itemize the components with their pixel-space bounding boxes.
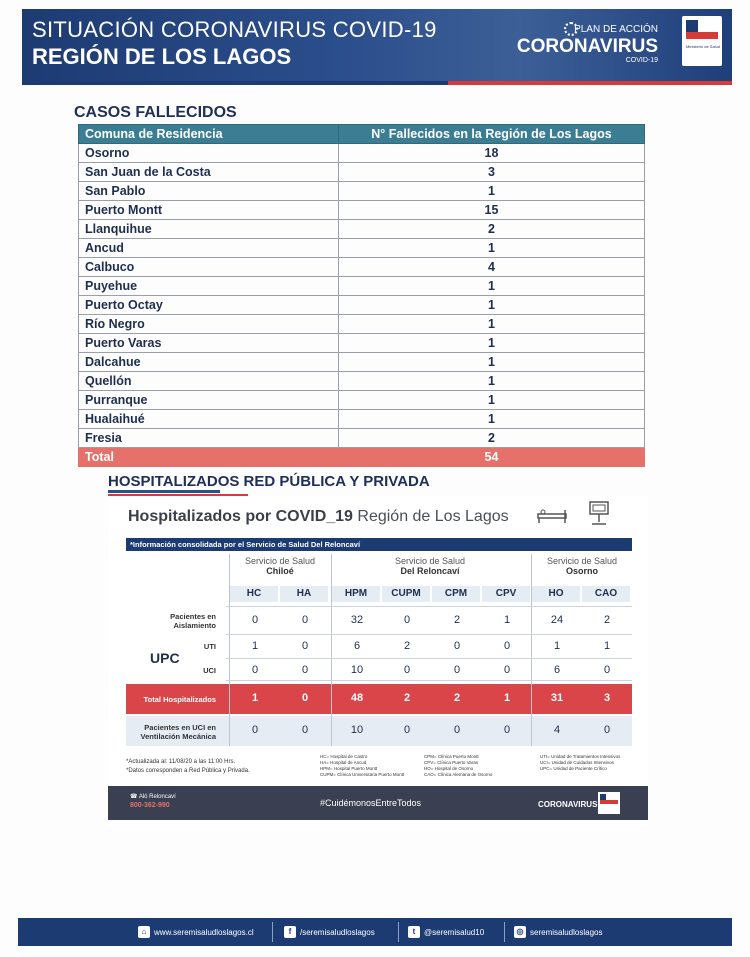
card-title-rest: Región de Los Lagos	[352, 508, 509, 525]
row-divider	[226, 658, 632, 659]
cell-comuna: Calbuco	[79, 258, 339, 277]
header-title-line1: SITUACIÓN CORONAVIRUS COVID-19	[32, 17, 437, 42]
row-label-line: Ventilación Mecánica	[140, 732, 216, 741]
row-label-uci: UCI	[203, 666, 216, 675]
footer-brand: CORONAVIRUS	[538, 800, 598, 809]
government-logo-text: Ministerio de Salud	[686, 44, 721, 49]
footer-web-text: www.seremisaludloslagos.cl	[154, 927, 254, 937]
table-row	[79, 163, 645, 182]
table-row	[79, 239, 645, 258]
cell-comuna: Puerto Varas	[79, 334, 339, 353]
total-cell: 0	[301, 692, 309, 704]
cell-comuna: Dalcahue	[79, 353, 339, 372]
footer-web[interactable]	[138, 926, 254, 938]
ventilator-icon	[584, 500, 614, 528]
table-row	[79, 315, 645, 334]
cell-fallecidos: 1	[339, 277, 645, 296]
section-title-hospitalizados: HOSPITALIZADOS RED PÚBLICA Y PRIVADA	[108, 473, 430, 490]
footer-twitter-text: @seremisalud10	[424, 927, 485, 937]
table-total-row	[79, 448, 645, 467]
uti-cell: 1	[603, 640, 611, 652]
service-name: Osorno	[565, 566, 598, 576]
cell-fallecidos: 4	[339, 258, 645, 277]
table-row	[79, 144, 645, 163]
service-name: Del Reloncaví	[400, 566, 460, 576]
uci-cell: 0	[403, 664, 411, 676]
cell-fallecidos: 1	[339, 353, 645, 372]
table-row	[79, 182, 645, 201]
section-title-fallecidos: CASOS FALLECIDOS	[74, 104, 237, 121]
card-title	[128, 508, 509, 526]
service-label: Servicio de Salud	[244, 556, 316, 566]
card-footer-band	[108, 786, 648, 820]
footer-separator	[504, 922, 505, 942]
legend-item: CAO= Clínica Alemana de Osorno	[424, 772, 493, 777]
column-header-fallecidos: N° Fallecidos en la Región de Los Lagos	[339, 125, 645, 144]
hospital-bed-icon	[536, 504, 568, 524]
legend-item: HA= Hospital de Ancud	[320, 760, 367, 765]
cell-fallecidos: 1	[339, 391, 645, 410]
column-header-ho: HO	[532, 586, 580, 602]
cell-fallecidos: 18	[339, 144, 645, 163]
cell-comuna: Fresia	[79, 429, 339, 448]
aislamiento-cell: 0	[301, 614, 309, 626]
ventilacion-cell: 0	[603, 724, 611, 736]
table-row	[79, 334, 645, 353]
ventilacion-cell: 4	[553, 724, 561, 736]
fallecidos-table	[78, 124, 645, 467]
uti-cell: 0	[301, 640, 309, 652]
row-label-line: Pacientes en UCI en	[144, 723, 216, 732]
cell-comuna: Puyehue	[79, 277, 339, 296]
cell-comuna: Río Negro	[79, 315, 339, 334]
total-label: Total	[79, 448, 339, 467]
row-divider	[226, 680, 632, 681]
ventilacion-cell: 0	[251, 724, 259, 736]
footer-instagram[interactable]	[514, 926, 602, 938]
table-row	[79, 296, 645, 315]
legend-item: HC= Hospital de Castro	[320, 754, 368, 759]
phone-label: ☎ Aló Reloncaví	[130, 794, 176, 800]
aislamiento-cell: 0	[251, 614, 259, 626]
table-row	[79, 429, 645, 448]
cell-comuna: Osorno	[79, 144, 339, 163]
legend-hospitals	[320, 754, 404, 778]
section-underline-blue	[108, 490, 220, 493]
column-divider	[229, 554, 230, 746]
uci-cell: 0	[251, 664, 259, 676]
table-row	[79, 258, 645, 277]
uti-cell: 1	[553, 640, 561, 652]
card-title-bold: Hospitalizados por COVID_19	[128, 508, 353, 525]
row-label-ventilacion	[128, 723, 216, 741]
legend-item: CPV= Clínica Puerto Varas	[424, 760, 479, 765]
header-plan-label: PLAN DE ACCIÓN	[574, 24, 658, 35]
ventilacion-cell: 0	[301, 724, 309, 736]
footer-instagram-text: seremisaludloslagos	[530, 927, 603, 937]
ventilacion-cell: 10	[350, 724, 364, 736]
aislamiento-cell: 24	[550, 614, 564, 626]
aislamiento-cell: 0	[403, 614, 411, 626]
uci-cell: 0	[603, 664, 611, 676]
table-row	[79, 277, 645, 296]
cell-fallecidos: 1	[339, 334, 645, 353]
uci-cell: 10	[350, 664, 364, 676]
total-cell: 48	[350, 692, 364, 704]
info-bar: *Información consolidada por el Servicio de Salud Del Reloncaví	[126, 538, 632, 551]
government-logo	[682, 16, 722, 66]
total-cell: 2	[453, 692, 461, 704]
header-brand: CORONAVIRUS	[516, 36, 658, 57]
twitter-icon: t	[408, 926, 420, 938]
uti-cell: 6	[353, 640, 361, 652]
uci-cell: 6	[553, 664, 561, 676]
table-row	[79, 201, 645, 220]
legend-item: CPM= Clínica Puerto Montt	[424, 754, 479, 759]
hashtag: #CuidémonosEntreTodos	[320, 798, 422, 808]
row-label-uti: UTI	[203, 642, 216, 651]
header-brand-sub: COVID-19	[625, 57, 658, 64]
ventilacion-cell: 0	[453, 724, 461, 736]
total-cell: 2	[403, 692, 411, 704]
legend-item: UCI= Unidad de Cuidados Intensivos	[540, 760, 614, 765]
total-cell: 3	[603, 692, 611, 704]
aislamiento-cell: 2	[453, 614, 461, 626]
service-osorno	[532, 556, 632, 576]
column-header-ha: HA	[280, 586, 328, 602]
cell-fallecidos: 1	[339, 296, 645, 315]
cell-fallecidos: 1	[339, 182, 645, 201]
cell-comuna: Hualaihué	[79, 410, 339, 429]
cell-comuna: San Juan de la Costa	[79, 163, 339, 182]
total-hospitalizados-row	[126, 684, 632, 714]
table-row	[79, 353, 645, 372]
service-chiloe	[230, 556, 330, 576]
page-footer	[18, 918, 732, 946]
legend-item: UTI= Unidad de Tratamientos Intensivos	[540, 754, 621, 759]
legend-item: CUPM= Clínica Universitaria Puerto Montt	[320, 772, 405, 777]
legend-units	[540, 754, 620, 772]
row-label-line: Pacientes en	[170, 612, 216, 621]
cell-fallecidos: 3	[339, 163, 645, 182]
cell-fallecidos: 15	[339, 201, 645, 220]
legend-item: HO= Hospital de Osorno	[424, 766, 474, 771]
uti-cell: 0	[503, 640, 511, 652]
table-row	[79, 391, 645, 410]
uci-cell: 0	[503, 664, 511, 676]
uti-cell: 2	[403, 640, 411, 652]
cell-fallecidos: 2	[339, 429, 645, 448]
legend-item: HPM= Hospital Puerto Montt	[320, 766, 378, 771]
column-header-cpm: CPM	[432, 586, 480, 602]
column-header-comuna: Comuna de Residencia	[79, 125, 339, 144]
header-stripe	[22, 81, 732, 85]
column-header-cupm: CUPM	[382, 586, 430, 602]
service-label: Servicio de Salud	[394, 556, 466, 566]
upc-label: UPC	[150, 650, 180, 666]
column-header-cao: CAO	[582, 586, 630, 602]
cell-comuna: Purranque	[79, 391, 339, 410]
government-logo-small	[598, 792, 620, 814]
footer-facebook[interactable]	[284, 926, 375, 938]
footer-separator	[398, 922, 399, 942]
cell-fallecidos: 1	[339, 410, 645, 429]
total-value: 54	[339, 448, 645, 467]
service-name: Chiloé	[266, 566, 294, 576]
row-label-line: Aislamiento	[173, 621, 216, 630]
aislamiento-cell: 2	[603, 614, 611, 626]
aislamiento-cell: 32	[350, 614, 364, 626]
column-header-hc: HC	[230, 586, 278, 602]
uci-cell: 0	[301, 664, 309, 676]
cell-fallecidos: 2	[339, 220, 645, 239]
cell-comuna: Puerto Octay	[79, 296, 339, 315]
column-header-cpv: CPV	[482, 586, 530, 602]
cell-fallecidos: 1	[339, 239, 645, 258]
legend-clinics	[424, 754, 492, 778]
notes	[126, 758, 250, 776]
cell-fallecidos: 1	[339, 315, 645, 334]
hospitalizados-grid	[126, 554, 632, 746]
cell-comuna: San Pablo	[79, 182, 339, 201]
cell-comuna: Quellón	[79, 372, 339, 391]
header-title-line2: REGIÓN DE LOS LAGOS	[32, 44, 292, 69]
ventilacion-cell: 0	[403, 724, 411, 736]
total-cell: 31	[550, 692, 564, 704]
row-divider	[226, 634, 632, 635]
note-source: *Datos corresponden a Red Pública y Privada.	[126, 768, 250, 774]
cell-comuna: Llanquihue	[79, 220, 339, 239]
row-divider	[226, 606, 632, 607]
column-divider	[531, 554, 532, 746]
note-updated: *Actualizada al: 11/08/20 a las 11:00 Hrs.	[126, 759, 236, 765]
total-cell: 1	[251, 692, 259, 704]
table-row	[79, 410, 645, 429]
instagram-icon: ◎	[514, 926, 526, 938]
service-label: Servicio de Salud	[546, 556, 618, 566]
table-row	[79, 372, 645, 391]
hospitalizados-card	[108, 496, 648, 826]
table-header-row	[79, 125, 645, 144]
aislamiento-cell: 1	[503, 614, 511, 626]
cell-fallecidos: 1	[339, 372, 645, 391]
ventilacion-row	[126, 716, 632, 746]
phone-label-text: Aló Reloncaví	[138, 794, 176, 800]
uti-cell: 0	[453, 640, 461, 652]
total-cell: 1	[503, 692, 511, 704]
ventilacion-cell: 0	[503, 724, 511, 736]
cell-comuna: Ancud	[79, 239, 339, 258]
facebook-icon: f	[284, 926, 296, 938]
footer-facebook-text: /seremisaludloslagos	[300, 927, 375, 937]
footer-twitter[interactable]	[408, 926, 484, 938]
cell-comuna: Puerto Montt	[79, 201, 339, 220]
uci-cell: 0	[453, 664, 461, 676]
column-header-hpm: HPM	[332, 586, 380, 602]
row-label-total: Total Hospitalizados	[143, 695, 216, 704]
row-label-aislamiento	[128, 612, 216, 630]
uti-cell: 1	[251, 640, 259, 652]
column-divider	[331, 554, 332, 746]
service-reloncavi	[332, 556, 528, 576]
footer-separator	[272, 922, 273, 942]
phone-number: 800-362-990	[130, 802, 170, 809]
legend-item: UPC= Unidad de Paciente Crítico	[540, 766, 607, 771]
table-row	[79, 220, 645, 239]
globe-icon: ⌂	[138, 926, 150, 938]
